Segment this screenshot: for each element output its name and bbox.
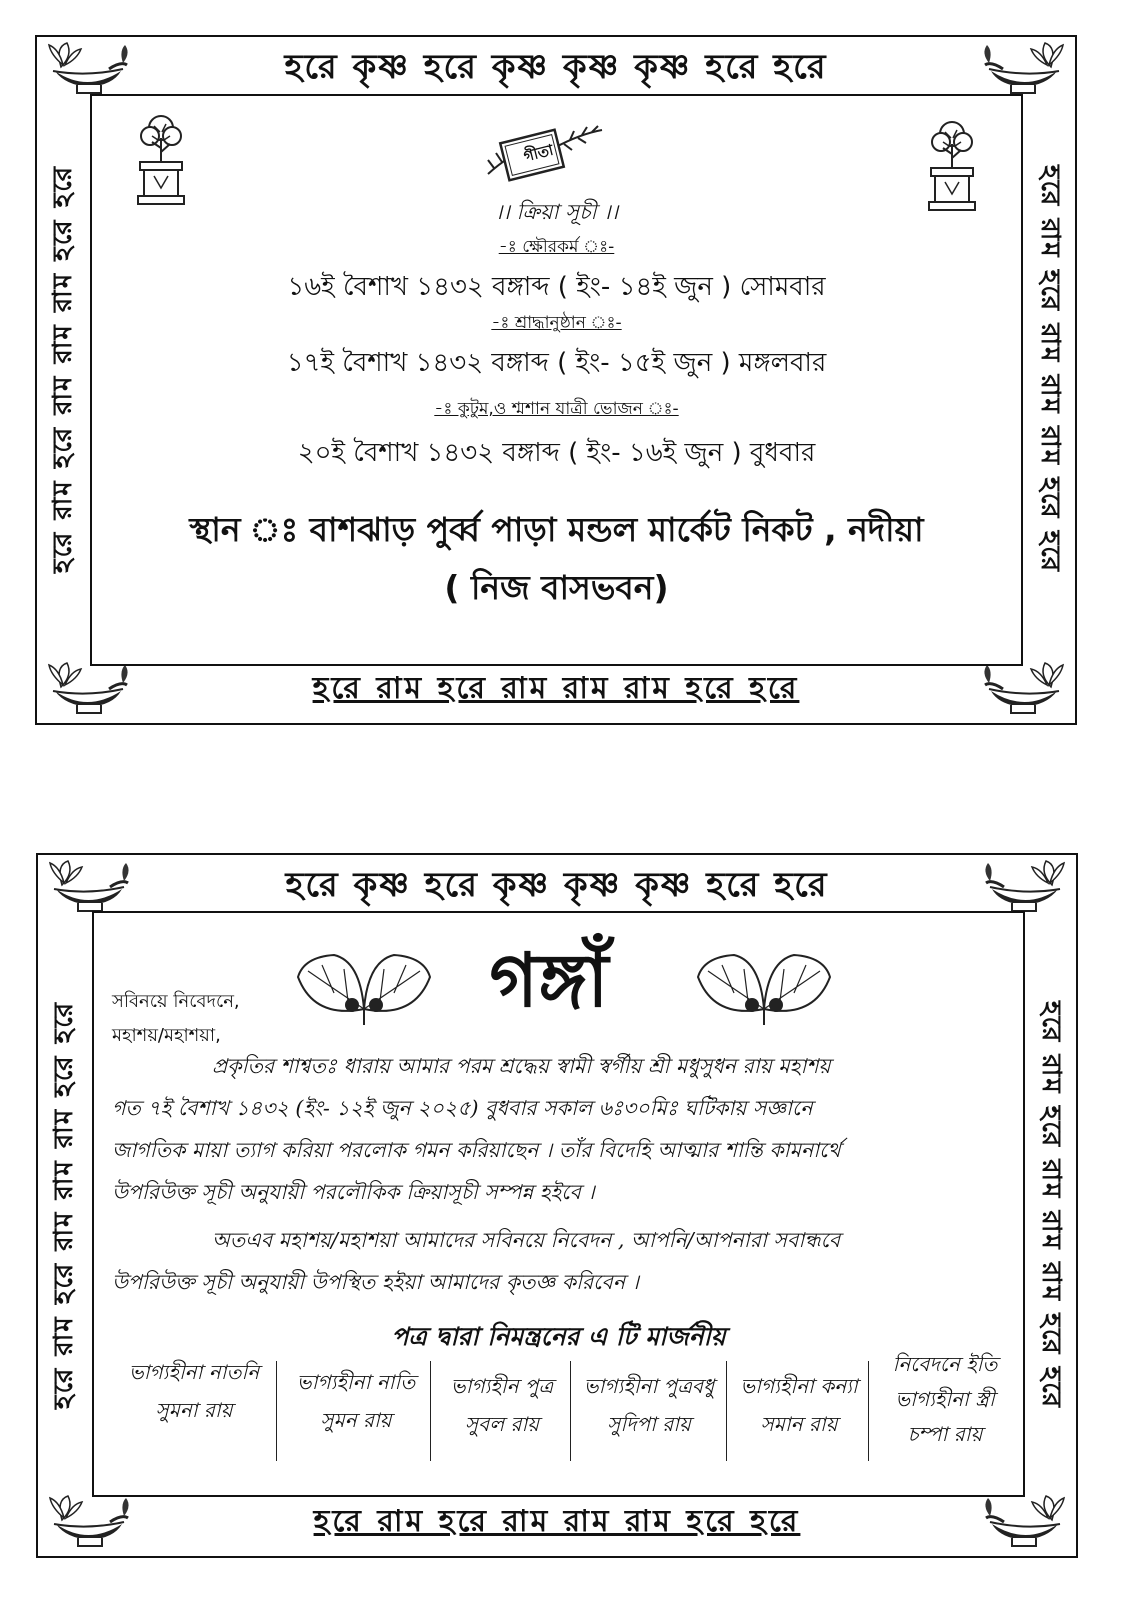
paragraph1-line1: প্রকৃতির শাশ্বতঃ ধারায় আমার পরম শ্রদ্ধেয় স্বামী স্বর্গীয় শ্রী মধুসুধন রায় মহাশয় [212,1054,831,1078]
event-date-bhojan: ২০ই বৈশাখ ১৪৩২ বঙ্গাব্দ ( ইং- ১৬ই জুন ) বুধবার [297,438,816,468]
venue-address: স্থান ঃ বাশঝাড় পুর্ব্ব পাড়া মন্ডল মার্কেট নিকট , নদীয়া [189,510,924,549]
signatory-grandson [282,1363,430,1439]
top-mantra: হরে কৃষ্ণ হরে কৃষ্ণ কৃষ্ণ কৃষ্ণ হরে হরে [284,47,828,87]
signatory-granddaughter [114,1353,274,1429]
left-side-mantra: হরে রাম হরে রাম রাম রাম হরে হরে [49,1000,79,1410]
bottom-mantra: হরে রাম হরে রাম রাম রাম হরে হরে [313,1504,801,1539]
betel-leaf-icon [294,949,434,1029]
greeting: সবিনয়ে নিবেদনে, [112,991,240,1012]
signatory-divider [430,1361,431,1461]
gita-book-label: গীতা [521,140,556,166]
right-side-mantra: হরে রাম হরে রাম রাম রাম হরে হরে [1036,1000,1066,1410]
letter-panel [92,911,1025,1497]
paragraph1-line3: জাগতিক মায়া ত্যাগ করিয়া পরলোক গমন করিয়াছেন । তাঁর বিদেহি আত্মার শান্তি কামনার্থে [112,1138,841,1162]
signatory-divider [868,1361,869,1461]
signatory-closing: নিবেদনে ইতি [892,1352,998,1376]
schedule-heading: ।। ক্রিয়া সূচী ।। [494,200,619,224]
invitation-card-letter [36,853,1078,1558]
paragraph2-line1: অতএব মহাশয়/মহাশয়া আমাদের সবিনয়ে নিবেদন , আপনি/আপনারা সবান্ধবে [212,1228,841,1252]
gita-book-icon [484,124,604,182]
event-name-shraddha: -ঃ শ্রাদ্ধানুষ্ঠান ঃ- [491,313,622,333]
paragraph1-line2: গত ৭ই বৈশাখ ১৪৩২ (ইং- ১২ই জুন ২০২৫) বুধবার সকাল ৬ঃ৩০মিঃ ঘটিকায় সজ্ঞানে [112,1096,813,1120]
signatory-relation: ভাগ্যহীন পুত্র [450,1374,554,1398]
signatory-son [434,1367,570,1443]
event-name-kshourakarma: -ঃ ক্ষৌরকর্ম ঃ- [498,237,615,257]
bottom-mantra: হরে রাম হরে রাম রাম রাম হরে হরে [312,671,800,706]
invitation-note: পত্র দ্বারা নিমন্ত্রনের এ টি মার্জনীয় [391,1322,726,1351]
signatory-divider [570,1361,571,1461]
signatory-relation: ভাগ্যহীনা স্ত্রী [895,1387,995,1411]
schedule-panel [90,94,1023,666]
letter-title: গঙ্গাঁ [489,938,609,1024]
event-date-shraddha: ১৭ই বৈশাখ ১৪৩২ বঙ্গাব্দ ( ইং- ১৫ই জুন ) মঙ্গলবার [286,348,827,378]
signatory-name: সুমনা রায় [155,1398,233,1422]
signatory-divider [276,1361,277,1461]
event-date-kshourakarma: ১৬ই বৈশাখ ১৪৩২ বঙ্গাব্দ ( ইং- ১৪ই জুন ) সোমবার [287,272,826,302]
signatory-wife [874,1347,1016,1452]
right-side-mantra: হরে রাম হরে রাম রাম রাম হরে হরে [1035,164,1065,574]
event-name-bhojan: -ঃ কুটুম,ও শ্মশান যাত্রী ভোজন ঃ- [434,399,679,419]
signatory-daughter [730,1367,868,1443]
signatory-name: সুদিপা রায় [607,1412,691,1436]
signatory-name: সমান রায় [760,1412,838,1436]
signatory-divider [726,1361,727,1461]
signatory-name: চম্পা রায় [907,1422,983,1446]
invitation-card-schedule [35,35,1077,725]
signatory-name: সুমন রায় [320,1408,392,1432]
signatory-relation: ভাগ্যহীনা কন্যা [740,1374,858,1398]
signatory-relation: ভাগ্যহীনা পুত্রবধু [583,1374,715,1398]
signatory-relation: ভাগ্যহীনা নাতনি [128,1360,260,1384]
venue-subtitle: ( নিজ বাসভবন) [444,568,669,607]
left-side-mantra: হরে রাম হরে রাম রাম রাম হরে হরে [48,164,78,574]
signatory-daughter-in-law [574,1367,724,1443]
top-mantra: হরে কৃষ্ণ হরে কৃষ্ণ কৃষ্ণ কৃষ্ণ হরে হরে [285,865,829,905]
paragraph2-line2: উপরিউক্ত সূচী অনুযায়ী উপস্থিত হইয়া আমাদের কৃতজ্ঞ করিবেন । [112,1270,639,1294]
paragraph1-line4: উপরিউক্ত সূচী অনুযায়ী পরলৌকিক ক্রিয়াসূচী সম্পন্ন হইবে । [112,1180,595,1204]
betel-leaf-icon [694,949,834,1029]
tulsi-mancha-icon [132,112,190,208]
salutation: মহাশয়/মহাশয়া, [112,1025,221,1046]
signatory-relation: ভাগ্যহীনা নাতি [296,1370,416,1394]
signatory-name: সুবল রায় [464,1412,540,1436]
